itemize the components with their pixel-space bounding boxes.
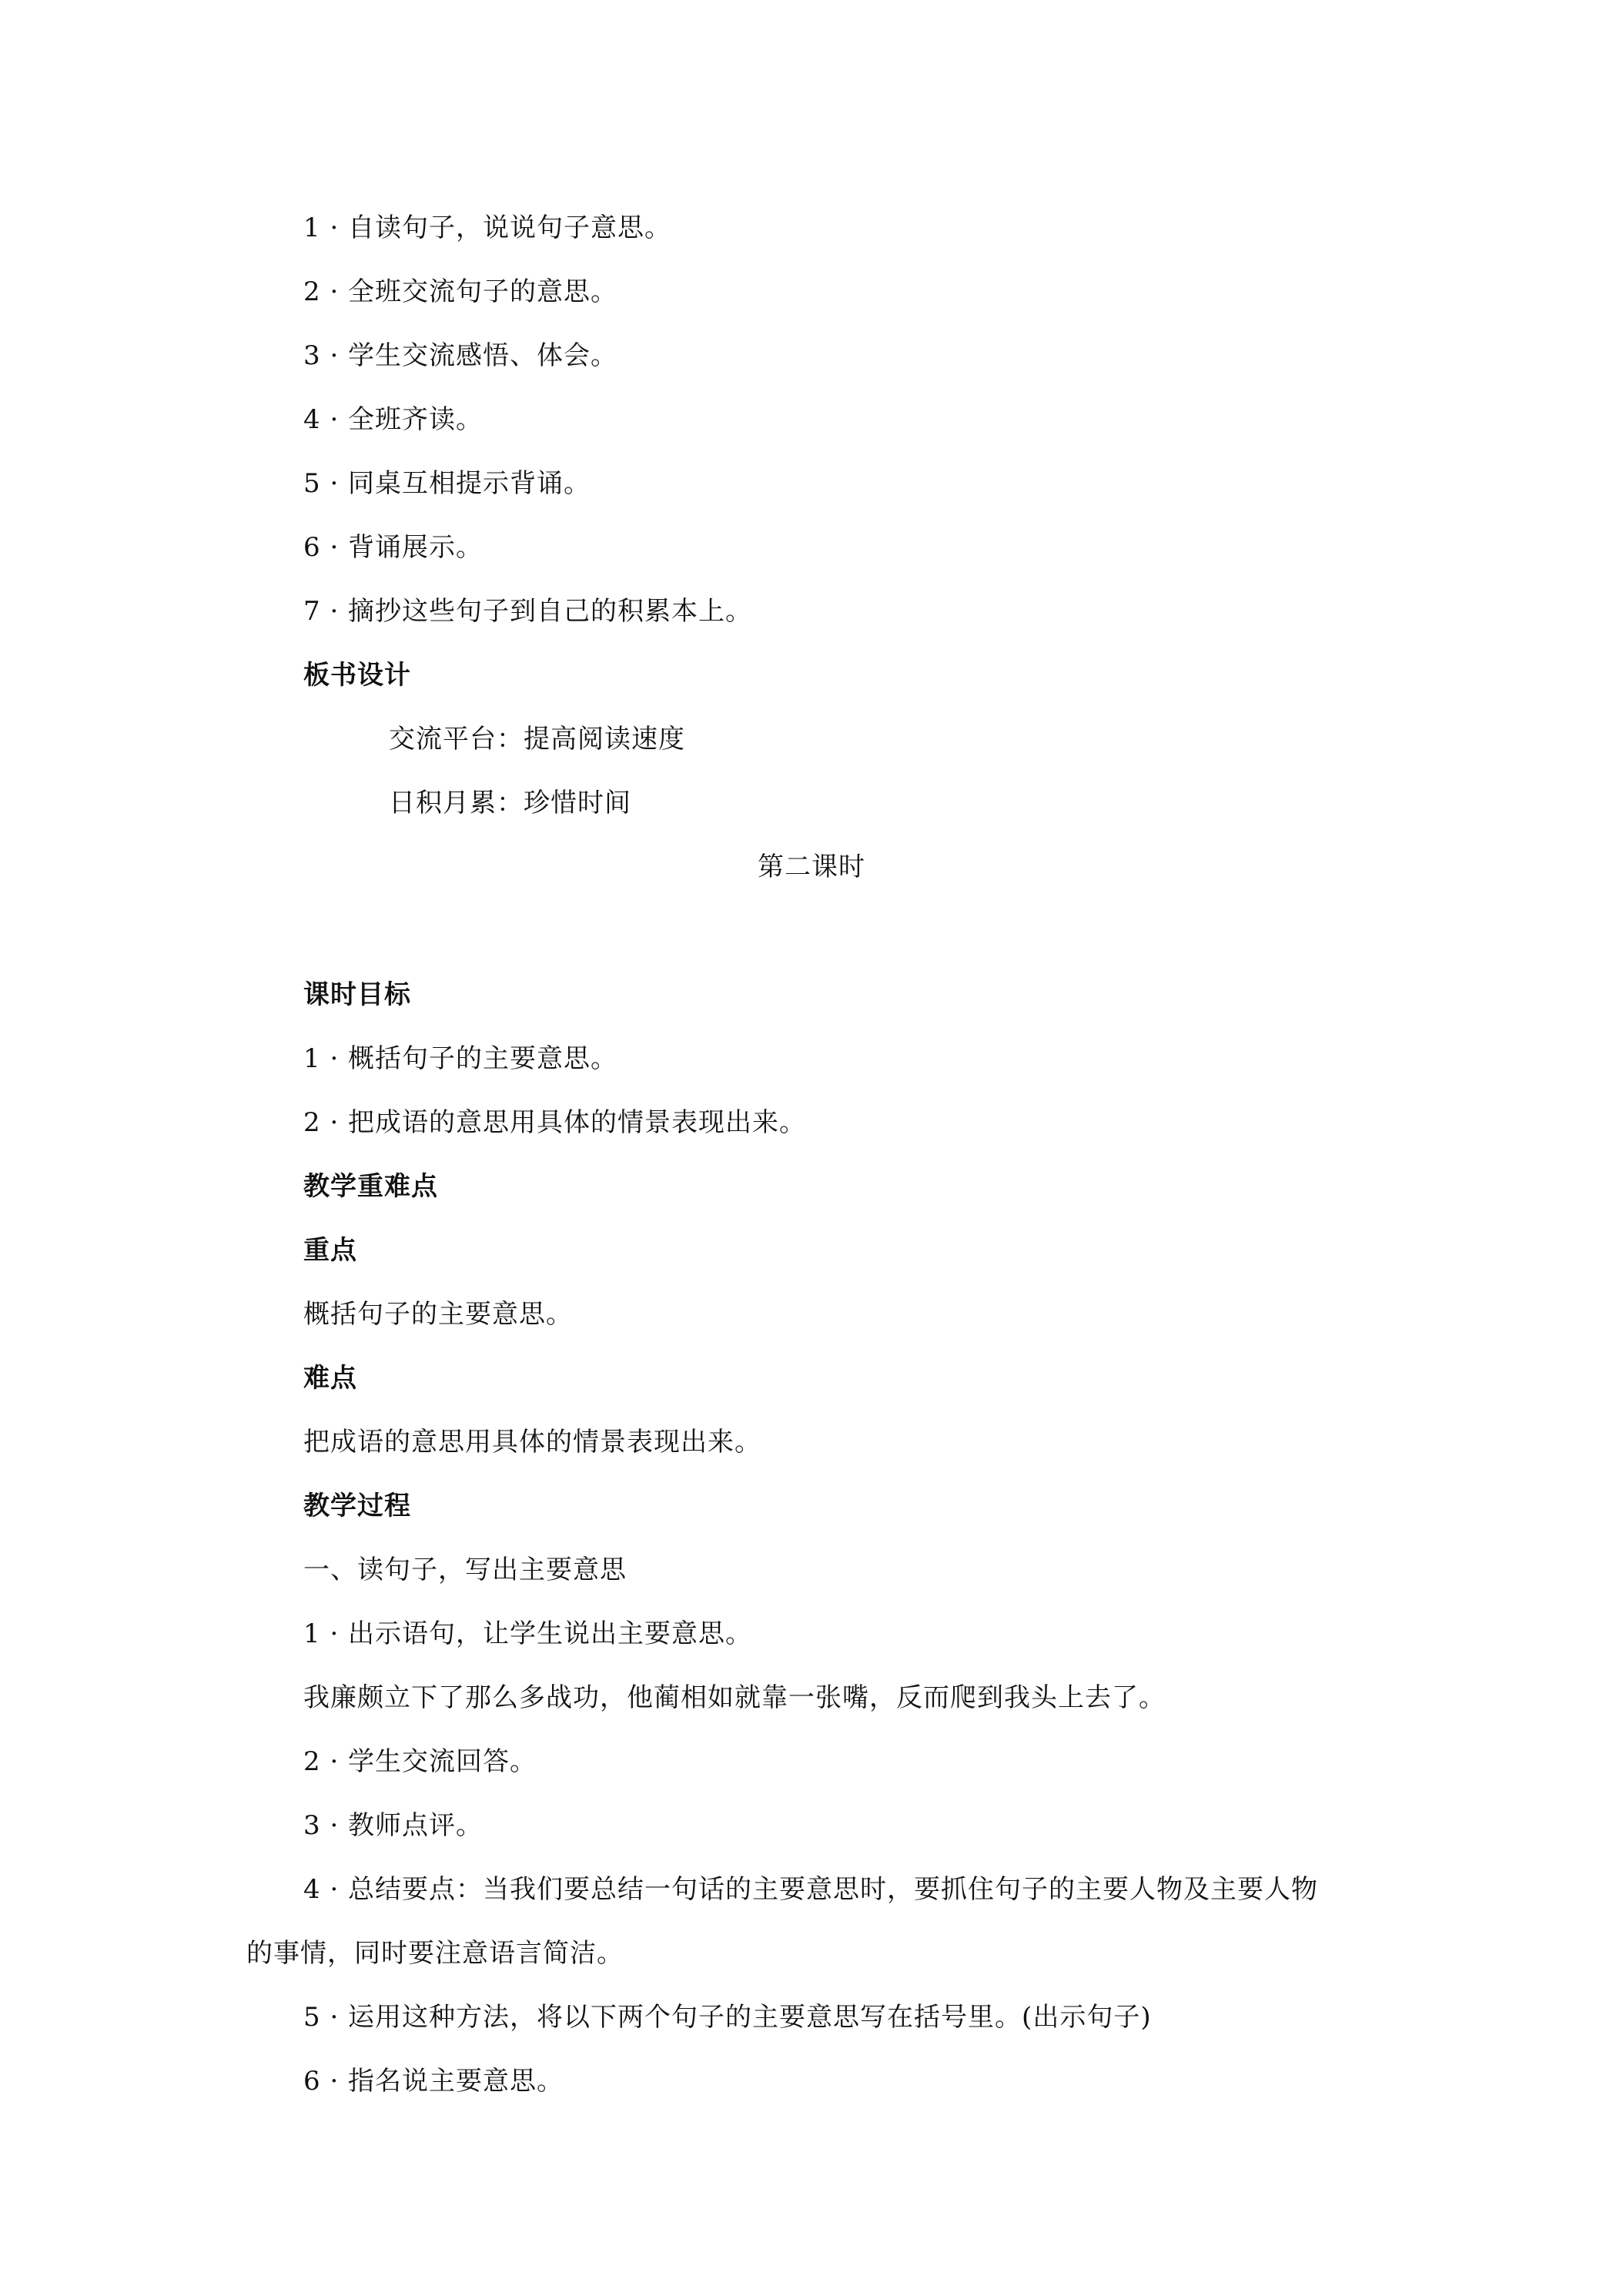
- section-title: 第二课时: [758, 852, 865, 882]
- process-heading: 教学过程: [303, 1491, 411, 1521]
- process-step-4-line-1: 4 · 总结要点：当我们要总结一句话的主要意思时，要抓住句子的主要人物及主要人物: [303, 1874, 1319, 1905]
- board-design-item-1: 交流平台：提高阅读速度: [389, 724, 685, 755]
- lesson1-step-1: 1 · 自读句子，说说句子意思。: [303, 213, 672, 243]
- process-step-4-line-2: 的事情，同时要注意语言简洁。: [246, 1938, 624, 1969]
- process-step-3: 3 · 教师点评。: [303, 1810, 484, 1841]
- goals-heading: 课时目标: [303, 979, 411, 1010]
- process-step-1: 1 · 出示语句，让学生说出主要意思。: [303, 1618, 753, 1649]
- process-step-6: 6 · 指名说主要意思。: [303, 2066, 564, 2097]
- process-part1-title: 一、读句子，写出主要意思: [303, 1555, 627, 1585]
- goal-item-1: 1 · 概括句子的主要意思。: [303, 1043, 618, 1074]
- process-step-5: 5 · 运用这种方法，将以下两个句子的主要意思写在括号里。(出示句子): [303, 2002, 1152, 2033]
- lesson1-step-5: 5 · 同桌互相提示背诵。: [303, 468, 591, 499]
- focus-text: 概括句子的主要意思。: [303, 1299, 573, 1330]
- lesson1-step-2: 2 · 全班交流句子的意思。: [303, 276, 618, 307]
- lesson1-step-3: 3 · 学生交流感悟、体会。: [303, 340, 618, 371]
- process-step-2: 2 · 学生交流回答。: [303, 1746, 537, 1777]
- difficulty-heading: 难点: [303, 1363, 357, 1394]
- example-sentence: 我廉颇立下了那么多战功，他蔺相如就靠一张嘴，反而爬到我头上去了。: [303, 1682, 1166, 1713]
- focus-heading: 重点: [303, 1235, 357, 1266]
- lesson1-step-6: 6 · 背诵展示。: [303, 532, 484, 563]
- goal-item-2: 2 · 把成语的意思用具体的情景表现出来。: [303, 1107, 807, 1138]
- difficulty-text: 把成语的意思用具体的情景表现出来。: [303, 1427, 761, 1458]
- lesson1-step-4: 4 · 全班齐读。: [303, 404, 484, 435]
- board-design-item-2: 日积月累：珍惜时间: [389, 788, 631, 818]
- board-design-heading: 板书设计: [303, 660, 411, 691]
- key-points-heading: 教学重难点: [303, 1171, 438, 1202]
- lesson1-step-7: 7 · 摘抄这些句子到自己的积累本上。: [303, 596, 753, 627]
